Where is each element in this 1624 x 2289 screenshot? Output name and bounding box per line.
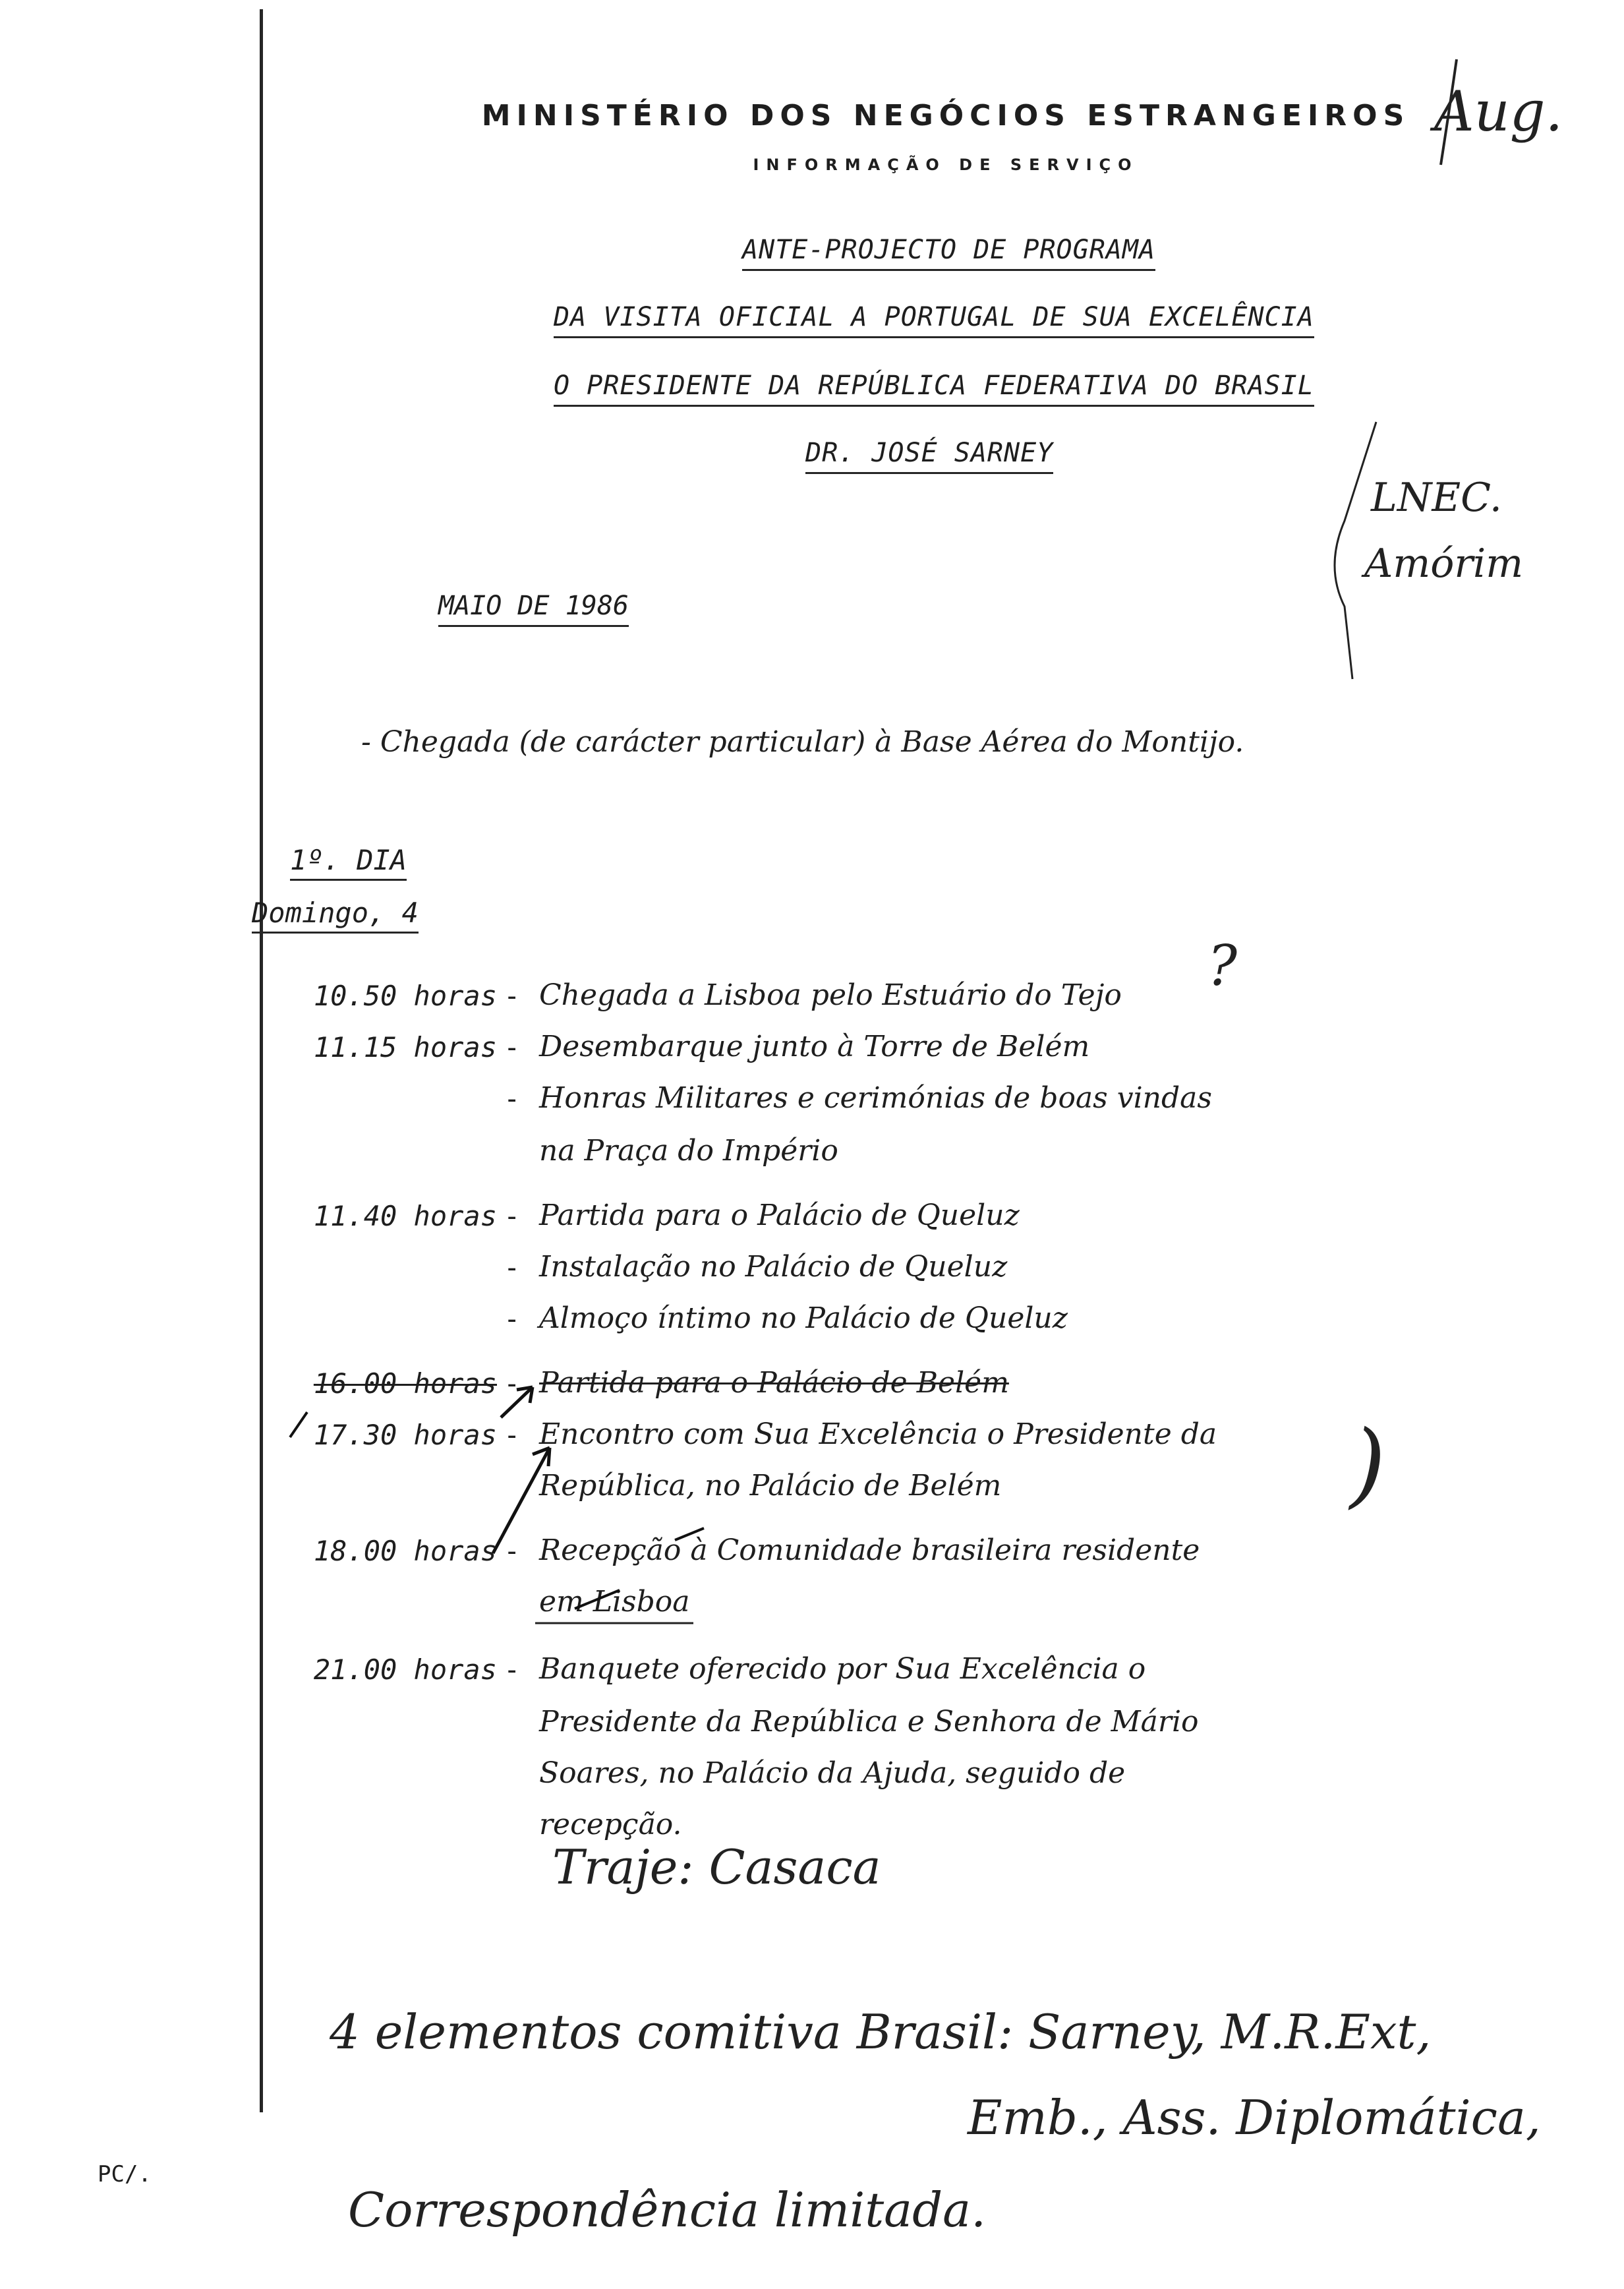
- schedule-desc: Presidente da República e Senhora de Mário: [539, 1705, 1199, 1739]
- day-label: 1º. DIA: [290, 844, 407, 881]
- title-line-2: DA VISITA OFICIAL A PORTUGAL DE SUA EXCELÊNCIA: [554, 302, 1314, 338]
- schedule-time: 17.30 horas: [313, 1419, 497, 1451]
- schedule-dash: -: [504, 1535, 521, 1567]
- schedule-desc: em Lisboa: [539, 1585, 690, 1619]
- handwritten-note-line-2: Emb., Ass. Diplomática,: [968, 2090, 1541, 2145]
- schedule-dash: -: [504, 1419, 521, 1451]
- schedule-dash: -: [504, 1200, 521, 1232]
- arrow-line-2: [493, 1448, 550, 1553]
- schedule-desc: Soares, no Palácio da Ajuda, seguido de: [539, 1756, 1126, 1790]
- schedule-desc: Chegada a Lisboa pelo Estuário do Tejo: [539, 978, 1122, 1012]
- handwritten-question-mark: ?: [1207, 934, 1238, 998]
- title-line-4: DR. JOSÉ SARNEY: [805, 438, 1053, 474]
- schedule-desc: Encontro com Sua Excelência o Presidente da: [539, 1417, 1217, 1451]
- schedule-dash: -: [504, 1083, 521, 1115]
- strike-mark-2: [575, 1590, 620, 1609]
- schedule-desc: na Praça do Império: [539, 1134, 838, 1168]
- schedule-dash: -: [504, 1303, 521, 1335]
- handwritten-note-line-1: 4 elementos comitiva Brasil: Sarney, M.R.Ext,: [330, 2004, 1432, 2060]
- month-heading: MAIO DE 1986: [438, 591, 629, 627]
- bracket-stroke: [1335, 422, 1376, 679]
- schedule-desc: Banquete oferecido por Sua Excelência o: [539, 1652, 1146, 1686]
- schedule-time: 16.00 horas: [313, 1367, 497, 1400]
- arrow-line-1: [501, 1387, 533, 1417]
- schedule-desc: Partida para o Palácio de Belém: [539, 1366, 1009, 1400]
- schedule-desc: Recepção à Comunidade brasileira residente: [539, 1533, 1200, 1567]
- schedule-desc: Honras Militares e cerimónias de boas vindas: [539, 1081, 1212, 1115]
- schedule-time: 11.40 horas: [313, 1200, 497, 1232]
- handwritten-lnec: LNEC.: [1371, 475, 1502, 521]
- ministry-header: MINISTÉRIO DOS NEGÓCIOS ESTRANGEIROS: [481, 99, 1410, 133]
- schedule-time: 10.50 horas: [313, 980, 497, 1012]
- schedule-desc: Instalação no Palácio de Queluz: [539, 1250, 1008, 1284]
- handwritten-bracket: ): [1350, 1411, 1386, 1518]
- schedule-desc: Almoço íntimo no Palácio de Queluz: [539, 1301, 1068, 1335]
- handwritten-note-line-3: Correspondência limitada.: [348, 2182, 986, 2238]
- weekday-label: Domingo, 4: [252, 897, 419, 934]
- handwritten-traje: Traje: Casaca: [552, 1839, 881, 1895]
- page-reference: PC/.: [98, 2161, 152, 2187]
- schedule-dash: -: [504, 1653, 521, 1686]
- correction-mark: [290, 1412, 307, 1437]
- schedule-time: 18.00 horas: [313, 1535, 497, 1567]
- schedule-dash: -: [504, 1251, 521, 1284]
- title-line-3: O PRESIDENTE DA REPÚBLICA FEDERATIVA DO BRASIL: [554, 371, 1314, 407]
- service-subtitle: INFORMAÇÃO DE SERVIÇO: [753, 156, 1139, 174]
- signature-stroke: [1441, 59, 1457, 165]
- schedule-desc: Partida para o Palácio de Queluz: [539, 1199, 1020, 1232]
- schedule-dash: -: [504, 1031, 521, 1063]
- schedule-time: 21.00 horas: [313, 1653, 497, 1686]
- strike-mark-1: [675, 1528, 704, 1540]
- schedule-dash: -: [504, 980, 521, 1012]
- schedule-desc: Desembarque junto à Torre de Belém: [539, 1030, 1090, 1063]
- handwritten-amorim: Amórim: [1364, 541, 1524, 587]
- arrival-note: - Chegada (de carácter particular) à Base Aérea do Montijo.: [361, 725, 1244, 759]
- schedule-time: 11.15 horas: [313, 1031, 497, 1063]
- title-line-1: ANTE-PROJECTO DE PROGRAMA: [742, 235, 1155, 271]
- handwritten-signature: Aug.: [1434, 79, 1563, 144]
- schedule-desc: recepção.: [539, 1808, 682, 1841]
- schedule-desc: República, no Palácio de Belém: [539, 1469, 1002, 1502]
- schedule-dash: -: [504, 1367, 521, 1400]
